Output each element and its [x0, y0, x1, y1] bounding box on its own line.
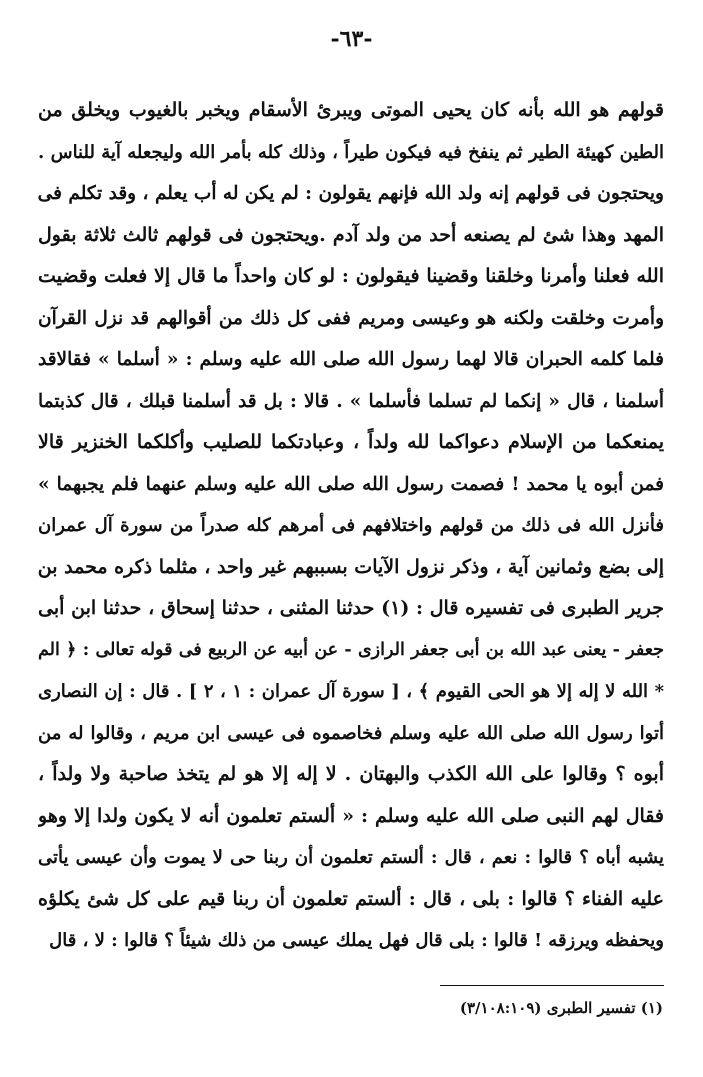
text-line: المهد وهذا شئ لم يصنعه أحد من ولد آدم .ويحتجون فى قولهم ثالث ثلاثة بقول — [38, 223, 664, 246]
text-line: أسلمنا ، قال « إنكما لم تسلما فأسلما » . قالا : بل قد أسلمنا قبلك ، قال كذبتما — [38, 390, 664, 412]
text-line: إلى بضع وثمانين آية ، وذكر نزول الآيات بسببهم غير واحد ، مثلما ذكره محمد بن — [38, 555, 664, 578]
text-line: جعفر - يعنى عبد الله بن أبى جعفر الرازى - عن أبيه عن الربيع فى قوله تعالى : ﴿ الم — [38, 639, 664, 660]
text-line: فمن أبوه يا محمد ! فصمت رسول الله صلى الله عليه وسلم عنهما فلم يجبهما » — [38, 473, 664, 495]
text-line: أتوا رسول الله صلى الله عليه وسلم فخاصموه فى عيسى ابن مريم ، وقالوا له من — [38, 722, 664, 744]
text-line: يمنعكما من الإسلام دعواكما لله ولداً ، وعبادتكما للصليب وأكلكما الخنزير قالا — [38, 431, 664, 453]
text-line: جرير الطبرى فى تفسيره قال : (١) حدثنا المثنى ، حدثنا إسحاق ، حدثنا ابن أبى — [38, 597, 664, 619]
text-line: وأمرت وخلقت ولكنه هو وعيسى ومريم ففى كل ذلك من أقوالهم قد نزل القرآن — [38, 307, 664, 329]
footnote-divider — [440, 985, 664, 986]
footnote: (١) تفسير الطبرى (٣/١٠٨:١٠٩) — [459, 999, 663, 1017]
text-line: ويحفظه ويرزقه ! قالوا : بلى قال فهل يملك عيسى من ذلك شيئاً ؟ قالوا : لا ، قال — [49, 930, 664, 951]
text-line: فقال لهم النبى صلى الله عليه وسلم : « ألستم تعلمون أنه لا يكون ولدا إلا وهو — [38, 804, 664, 827]
text-line: فأنزل الله فى ذلك من قولهم واختلافهم فى أمرهم كله صدراً من سورة آل عمران — [38, 515, 664, 536]
page-number: -٦٣- — [330, 26, 373, 52]
text-line: * الله لا إله إلا هو الحى القيوم ﴾ ، [ سورة آل عمران : ١ ، ٢ ] . قال : إن النصارى — [38, 681, 664, 702]
text-line: فلما كلمه الحبران قالا لهما رسول الله صلى الله عليه وسلم : « أسلما » فقالاقد — [38, 349, 664, 370]
text-line: يشبه أباه ؟ قالوا : نعم ، قال : ألستم تعلمون أن ربنا حى لا يموت وأن عيسى يأتى — [38, 847, 664, 868]
text-line: ويحتجون فى قولهم إنه ولد الله فإنهم يقولون : لم يكن له أب يعلم ، وقد تكلم فى — [38, 183, 664, 204]
text-line: الله فعلنا وأمرنا وخلقنا وقضينا فيقولون : لو كان واحداً ما قال إلا فعلت وقضيت — [38, 265, 664, 287]
body-text — [38, 90, 664, 962]
text-line: الطين كهيئة الطير ثم ينفخ فيه فيكون طيراً ، وذلك كله بأمر الله وليجعله آية للناس . — [38, 141, 664, 163]
text-line: عليه الفناء ؟ قالوا : بلى ، قال : ألستم تعلمون أن ربنا قيم على كل شئ يكلؤه — [38, 887, 664, 910]
text-line: قولهم هو الله بأنه كان يحيى الموتى ويبرئ الأسقام ويخبر بالغيوب ويخلق من — [38, 99, 664, 121]
text-line: أبوه ؟ وقالوا على الله الكذب والبهتان . لا إله إلا هو لم يتخذ صاحبة ولا ولداً ، — [38, 763, 664, 785]
